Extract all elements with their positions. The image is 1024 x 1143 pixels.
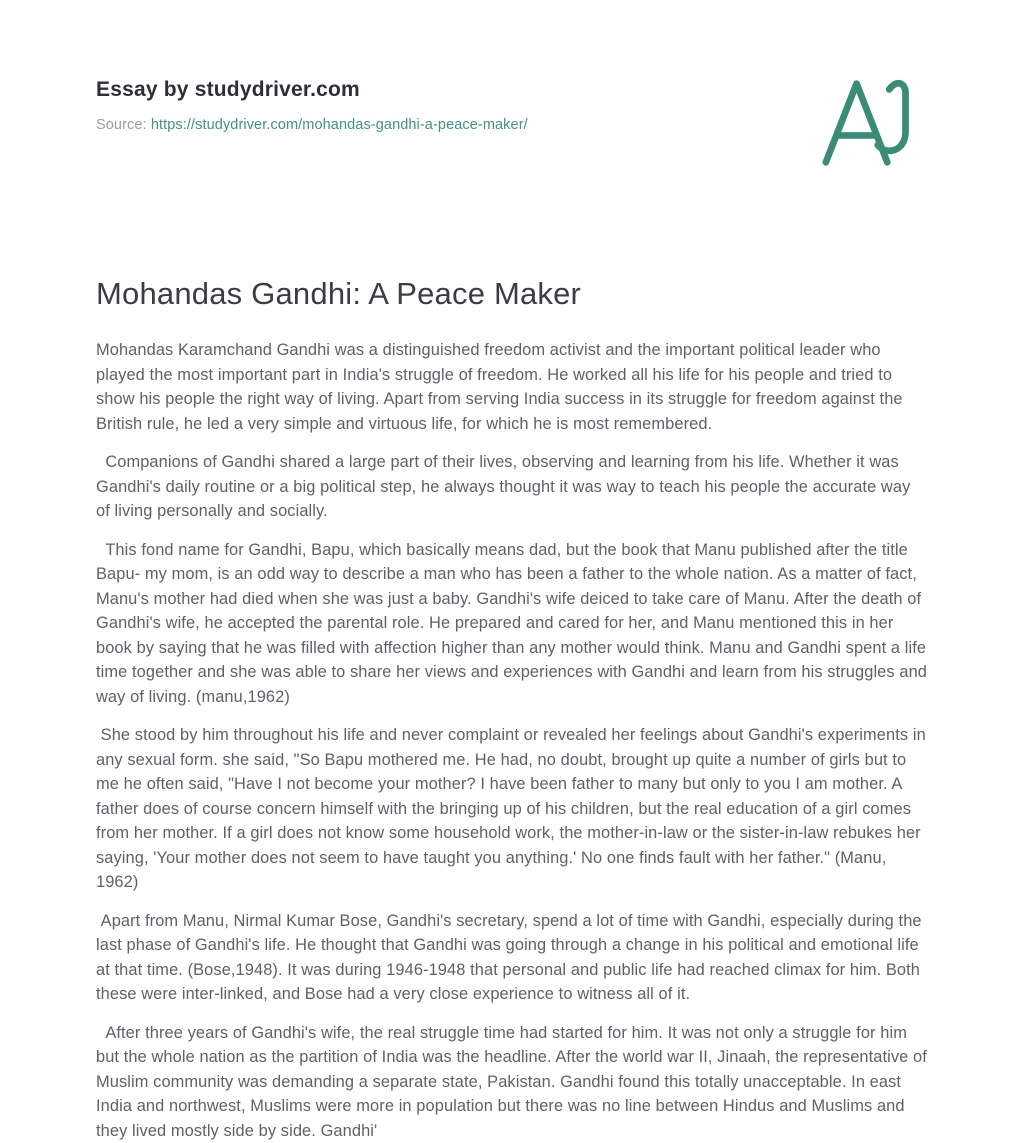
paragraph: Companions of Gandhi shared a large part of their lives, observing and learning from his life. Whether it was Gandhi's daily routine or a big political step, he always thought it was way to teach his people the accurate way of living personally and socially. xyxy=(96,450,928,524)
byline: Essay by studydriver.com xyxy=(96,78,528,102)
paragraph: After three years of Gandhi's wife, the real struggle time had started for him. It was not only a struggle for him but the whole nation as the partition of India was the headline. After the world war II, Jinaah, the representative of Muslim community was demanding a separate state, Pakistan. Gandhi found this totally unacceptable. In east India and northwest, Muslims were more in population but there was no line between Hindus and Muslims and they lived mostly side by side. Gandhi' xyxy=(96,1021,928,1143)
source-url-link[interactable]: https://studydriver.com/mohandas-gandhi-a-peace-maker/ xyxy=(151,117,528,133)
page-title: Mohandas Gandhi: A Peace Maker xyxy=(96,276,928,312)
paragraph: Apart from Manu, Nirmal Kumar Bose, Gandhi's secretary, spend a lot of time with Gandhi, especially during the last phase of Gandhi's life. He thought that Gandhi was going through a change in his political and emotional life at that time. (Bose,1948). It was during 1946-1948 that personal and public life had reached climax for him. Both these were inter-linked, and Bose had a very close experience to witness all of it. xyxy=(96,909,928,1007)
studydriver-logo-icon xyxy=(812,74,928,170)
article-body xyxy=(96,338,928,1143)
page-header xyxy=(96,72,928,170)
paragraph: Mohandas Karamchand Gandhi was a distinguished freedom activist and the important political leader who played the most important part in India's struggle of freedom. He worked all his life for his people and tried to show his people the right way of living. Apart from serving India success in its struggle for freedom against the British rule, he led a very simple and virtuous life, for which he is most remembered. xyxy=(96,338,928,436)
studydriver-logo xyxy=(812,74,928,170)
source-line xyxy=(96,117,528,133)
paragraph: This fond name for Gandhi, Bapu, which basically means dad, but the book that Manu published after the title Bapu- my mom, is an odd way to describe a man who has been a father to the whole nation. As a matter of fact, Manu's mother had died when she was just a baby. Gandhi's wife deiced to take care of Manu. After the death of Gandhi's wife, he accepted the parental role. He prepared and cared for her, and Manu mentioned this in her book by saying that he was filled with affection higher than any mother would think. Manu and Gandhi spent a life time together and she was able to share her views and experiences with Gandhi and learn from his struggles and way of living. (manu,1962) xyxy=(96,538,928,710)
paragraph: She stood by him throughout his life and never complaint or revealed her feelings about Gandhi's experiments in any sexual form. she said, "So Bapu mothered me. He had, no doubt, brought up quite a number of girls but to me he often said, "Have I not become your mother? I have been father to many but only to you I am mother. A father does of course concern himself with the bringing up of his children, but the real education of a girl comes from her mother. If a girl does not know some household work, the mother-in-law or the sister-in-law rebukes her saying, 'Your mother does not seem to have taught you anything.' No one finds fault with her father." (Manu, 1962) xyxy=(96,723,928,895)
source-label: Source: xyxy=(96,117,147,133)
header-left xyxy=(96,72,528,133)
